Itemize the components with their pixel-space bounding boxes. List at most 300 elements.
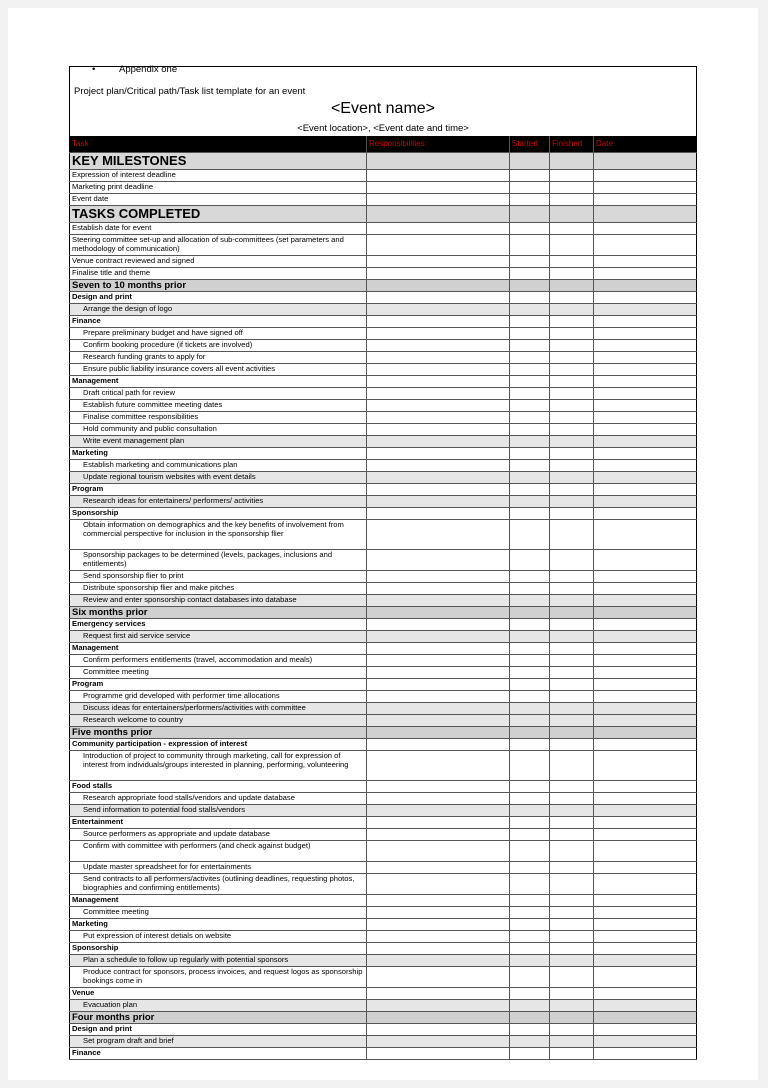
responsibilities-cell[interactable] [367,955,510,967]
responsibilities-cell[interactable] [367,280,510,292]
started-cell[interactable] [510,170,550,182]
finished-cell[interactable] [550,448,594,460]
responsibilities-cell[interactable] [367,448,510,460]
task-table-body [70,153,697,1060]
date-cell[interactable] [594,280,697,292]
finished-cell[interactable] [550,895,594,907]
started-cell[interactable] [510,643,550,655]
finished-cell[interactable] [550,943,594,955]
started-cell[interactable] [510,691,550,703]
responsibilities-cell[interactable] [367,943,510,955]
started-cell[interactable] [510,829,550,841]
responsibilities-cell[interactable] [367,304,510,316]
responsibilities-cell[interactable] [367,194,510,206]
date-cell[interactable] [594,931,697,943]
finished-cell[interactable] [550,841,594,862]
finished-cell[interactable] [550,460,594,472]
responsibilities-cell[interactable] [367,907,510,919]
finished-cell[interactable] [550,268,594,280]
finished-cell[interactable] [550,520,594,550]
finished-cell[interactable] [550,170,594,182]
started-cell[interactable] [510,484,550,496]
table-row [70,412,697,424]
category-row [70,376,697,388]
responsibilities-cell[interactable] [367,655,510,667]
finished-cell[interactable] [550,206,594,223]
started-cell[interactable] [510,460,550,472]
date-cell[interactable] [594,153,697,170]
responsibilities-cell[interactable] [367,1012,510,1024]
responsibilities-cell[interactable] [367,667,510,679]
date-cell[interactable] [594,715,697,727]
responsibilities-cell[interactable] [367,571,510,583]
finished-cell[interactable] [550,400,594,412]
task-cell: Source performers as appropriate and update database [70,829,367,841]
finished-cell[interactable] [550,571,594,583]
started-cell[interactable] [510,874,550,895]
task-cell: Seven to 10 months prior [70,280,367,292]
finished-cell[interactable] [550,412,594,424]
category-row [70,943,697,955]
date-cell[interactable] [594,340,697,352]
table-row [70,496,697,508]
responsibilities-cell[interactable] [367,583,510,595]
responsibilities-cell[interactable] [367,496,510,508]
started-cell[interactable] [510,388,550,400]
started-cell[interactable] [510,412,550,424]
finished-cell[interactable] [550,550,594,571]
finished-cell[interactable] [550,153,594,170]
started-cell[interactable] [510,655,550,667]
date-cell[interactable] [594,655,697,667]
finished-cell[interactable] [550,817,594,829]
date-cell[interactable] [594,268,697,280]
responsibilities-cell[interactable] [367,751,510,781]
responsibilities-cell[interactable] [367,1000,510,1012]
responsibilities-cell[interactable] [367,931,510,943]
responsibilities-cell[interactable] [367,268,510,280]
finished-cell[interactable] [550,988,594,1000]
responsibilities-cell[interactable] [367,153,510,170]
finished-cell[interactable] [550,292,594,304]
started-cell[interactable] [510,841,550,862]
responsibilities-cell[interactable] [367,919,510,931]
date-cell[interactable] [594,412,697,424]
finished-cell[interactable] [550,631,594,643]
date-cell[interactable] [594,223,697,235]
responsibilities-cell[interactable] [367,988,510,1000]
date-cell[interactable] [594,1036,697,1048]
finished-cell[interactable] [550,472,594,484]
date-cell[interactable] [594,194,697,206]
responsibilities-cell[interactable] [367,223,510,235]
finished-cell[interactable] [550,316,594,328]
date-cell[interactable] [594,424,697,436]
date-cell[interactable] [594,643,697,655]
section-row [70,607,697,619]
started-cell[interactable] [510,182,550,194]
started-cell[interactable] [510,667,550,679]
started-cell[interactable] [510,583,550,595]
date-cell[interactable] [594,376,697,388]
appendix-label: Appendix one [119,64,178,75]
date-cell[interactable] [594,460,697,472]
started-cell[interactable] [510,1024,550,1036]
started-cell[interactable] [510,376,550,388]
finished-cell[interactable] [550,691,594,703]
task-cell: Five months prior [70,727,367,739]
date-cell[interactable] [594,448,697,460]
started-cell[interactable] [510,496,550,508]
started-cell[interactable] [510,793,550,805]
table-row [70,550,697,571]
finished-cell[interactable] [550,793,594,805]
responsibilities-cell[interactable] [367,829,510,841]
responsibilities-cell[interactable] [367,679,510,691]
date-cell[interactable] [594,1000,697,1012]
task-cell: Confirm performers entitlements (travel, accommodation and meals) [70,655,367,667]
responsibilities-cell[interactable] [367,619,510,631]
responsibilities-cell[interactable] [367,206,510,223]
finished-cell[interactable] [550,607,594,619]
task-cell: Marketing [70,448,367,460]
responsibilities-cell[interactable] [367,484,510,496]
date-cell[interactable] [594,805,697,817]
finished-cell[interactable] [550,1000,594,1012]
date-cell[interactable] [594,874,697,895]
responsibilities-cell[interactable] [367,1036,510,1048]
finished-cell[interactable] [550,1012,594,1024]
responsibilities-cell[interactable] [367,400,510,412]
started-cell[interactable] [510,751,550,781]
responsibilities-cell[interactable] [367,424,510,436]
started-cell[interactable] [510,448,550,460]
responsibilities-cell[interactable] [367,256,510,268]
finished-cell[interactable] [550,643,594,655]
started-cell[interactable] [510,619,550,631]
started-cell[interactable] [510,607,550,619]
finished-cell[interactable] [550,194,594,206]
finished-cell[interactable] [550,583,594,595]
table-row [70,595,697,607]
finished-cell[interactable] [550,919,594,931]
responsibilities-cell[interactable] [367,316,510,328]
responsibilities-cell[interactable] [367,235,510,256]
responsibilities-cell[interactable] [367,643,510,655]
finished-cell[interactable] [550,352,594,364]
finished-cell[interactable] [550,256,594,268]
responsibilities-cell[interactable] [367,170,510,182]
date-cell[interactable] [594,619,697,631]
date-cell[interactable] [594,691,697,703]
responsibilities-cell[interactable] [367,1024,510,1036]
finished-cell[interactable] [550,1036,594,1048]
started-cell[interactable] [510,895,550,907]
responsibilities-cell[interactable] [367,352,510,364]
finished-cell[interactable] [550,805,594,817]
started-cell[interactable] [510,550,550,571]
finished-cell[interactable] [550,223,594,235]
date-cell[interactable] [594,292,697,304]
date-cell[interactable] [594,508,697,520]
responsibilities-cell[interactable] [367,895,510,907]
task-cell: Produce contract for sponsors, process invoices, and request logos as sponsorship bookings come in [70,967,367,988]
responsibilities-cell[interactable] [367,727,510,739]
date-cell[interactable] [594,328,697,340]
responsibilities-cell[interactable] [367,508,510,520]
responsibilities-cell[interactable] [367,472,510,484]
date-cell[interactable] [594,1012,697,1024]
date-cell[interactable] [594,988,697,1000]
date-cell[interactable] [594,316,697,328]
responsibilities-cell[interactable] [367,412,510,424]
started-cell[interactable] [510,631,550,643]
date-cell[interactable] [594,907,697,919]
finished-cell[interactable] [550,235,594,256]
started-cell[interactable] [510,955,550,967]
started-cell[interactable] [510,739,550,751]
finished-cell[interactable] [550,280,594,292]
finished-cell[interactable] [550,424,594,436]
task-cell: Sponsorship packages to be determined (levels, packages, inclusions and entitlements) [70,550,367,571]
date-cell[interactable] [594,436,697,448]
started-cell[interactable] [510,352,550,364]
date-cell[interactable] [594,583,697,595]
started-cell[interactable] [510,328,550,340]
finished-cell[interactable] [550,907,594,919]
date-cell[interactable] [594,364,697,376]
responsibilities-cell[interactable] [367,520,510,550]
responsibilities-cell[interactable] [367,182,510,194]
finished-cell[interactable] [550,655,594,667]
started-cell[interactable] [510,862,550,874]
started-cell[interactable] [510,400,550,412]
responsibilities-cell[interactable] [367,631,510,643]
finished-cell[interactable] [550,703,594,715]
date-cell[interactable] [594,793,697,805]
finished-cell[interactable] [550,727,594,739]
started-cell[interactable] [510,907,550,919]
finished-cell[interactable] [550,484,594,496]
table-row [70,631,697,643]
started-cell[interactable] [510,1012,550,1024]
started-cell[interactable] [510,919,550,931]
category-row [70,643,697,655]
finished-cell[interactable] [550,496,594,508]
started-cell[interactable] [510,781,550,793]
started-cell[interactable] [510,268,550,280]
responsibilities-cell[interactable] [367,691,510,703]
responsibilities-cell[interactable] [367,328,510,340]
finished-cell[interactable] [550,715,594,727]
date-cell[interactable] [594,943,697,955]
started-cell[interactable] [510,1048,550,1060]
finished-cell[interactable] [550,304,594,316]
started-cell[interactable] [510,520,550,550]
table-row [70,472,697,484]
started-cell[interactable] [510,943,550,955]
started-cell[interactable] [510,727,550,739]
finished-cell[interactable] [550,829,594,841]
date-cell[interactable] [594,1048,697,1060]
started-cell[interactable] [510,805,550,817]
date-cell[interactable] [594,862,697,874]
task-cell: Expression of interest deadline [70,170,367,182]
responsibilities-cell[interactable] [367,817,510,829]
date-cell[interactable] [594,727,697,739]
responsibilities-cell[interactable] [367,340,510,352]
started-cell[interactable] [510,988,550,1000]
responsibilities-cell[interactable] [367,436,510,448]
finished-cell[interactable] [550,781,594,793]
table-row [70,268,697,280]
finished-cell[interactable] [550,595,594,607]
responsibilities-cell[interactable] [367,595,510,607]
date-cell[interactable] [594,751,697,781]
date-cell[interactable] [594,703,697,715]
date-cell[interactable] [594,895,697,907]
started-cell[interactable] [510,256,550,268]
responsibilities-cell[interactable] [367,1048,510,1060]
finished-cell[interactable] [550,328,594,340]
date-cell[interactable] [594,170,697,182]
finished-cell[interactable] [550,388,594,400]
responsibilities-cell[interactable] [367,550,510,571]
responsibilities-cell[interactable] [367,388,510,400]
responsibilities-cell[interactable] [367,805,510,817]
date-cell[interactable] [594,235,697,256]
document-header [69,66,697,137]
table-row [70,235,697,256]
started-cell[interactable] [510,424,550,436]
finished-cell[interactable] [550,751,594,781]
responsibilities-cell[interactable] [367,292,510,304]
finished-cell[interactable] [550,376,594,388]
date-cell[interactable] [594,472,697,484]
started-cell[interactable] [510,194,550,206]
responsibilities-cell[interactable] [367,793,510,805]
date-cell[interactable] [594,400,697,412]
started-cell[interactable] [510,679,550,691]
date-cell[interactable] [594,520,697,550]
date-cell[interactable] [594,679,697,691]
task-cell: Sponsorship [70,943,367,955]
date-cell[interactable] [594,595,697,607]
date-cell[interactable] [594,955,697,967]
finished-cell[interactable] [550,1048,594,1060]
date-cell[interactable] [594,739,697,751]
finished-cell[interactable] [550,931,594,943]
finished-cell[interactable] [550,967,594,988]
started-cell[interactable] [510,153,550,170]
date-cell[interactable] [594,256,697,268]
started-cell[interactable] [510,235,550,256]
table-row [70,328,697,340]
finished-cell[interactable] [550,508,594,520]
started-cell[interactable] [510,931,550,943]
finished-cell[interactable] [550,340,594,352]
finished-cell[interactable] [550,436,594,448]
date-cell[interactable] [594,631,697,643]
finished-cell[interactable] [550,667,594,679]
responsibilities-cell[interactable] [367,781,510,793]
responsibilities-cell[interactable] [367,739,510,751]
responsibilities-cell[interactable] [367,703,510,715]
finished-cell[interactable] [550,862,594,874]
responsibilities-cell[interactable] [367,364,510,376]
started-cell[interactable] [510,703,550,715]
finished-cell[interactable] [550,182,594,194]
date-cell[interactable] [594,607,697,619]
responsibilities-cell[interactable] [367,967,510,988]
started-cell[interactable] [510,292,550,304]
responsibilities-cell[interactable] [367,874,510,895]
responsibilities-cell[interactable] [367,376,510,388]
responsibilities-cell[interactable] [367,460,510,472]
date-cell[interactable] [594,829,697,841]
started-cell[interactable] [510,304,550,316]
finished-cell[interactable] [550,1024,594,1036]
started-cell[interactable] [510,817,550,829]
started-cell[interactable] [510,316,550,328]
responsibilities-cell[interactable] [367,715,510,727]
task-cell: Discuss ideas for entertainers/performers/activities with committee [70,703,367,715]
date-cell[interactable] [594,571,697,583]
category-row [70,508,697,520]
date-cell[interactable] [594,304,697,316]
date-cell[interactable] [594,352,697,364]
started-cell[interactable] [510,1036,550,1048]
date-cell[interactable] [594,841,697,862]
finished-cell[interactable] [550,619,594,631]
started-cell[interactable] [510,967,550,988]
started-cell[interactable] [510,508,550,520]
date-cell[interactable] [594,550,697,571]
started-cell[interactable] [510,1000,550,1012]
started-cell[interactable] [510,364,550,376]
responsibilities-cell[interactable] [367,841,510,862]
started-cell[interactable] [510,595,550,607]
started-cell[interactable] [510,472,550,484]
responsibilities-cell[interactable] [367,607,510,619]
date-cell[interactable] [594,496,697,508]
task-cell: TASKS COMPLETED [70,206,367,223]
responsibilities-cell[interactable] [367,862,510,874]
started-cell[interactable] [510,206,550,223]
date-cell[interactable] [594,781,697,793]
date-cell[interactable] [594,919,697,931]
finished-cell[interactable] [550,679,594,691]
date-cell[interactable] [594,967,697,988]
date-cell[interactable] [594,484,697,496]
finished-cell[interactable] [550,364,594,376]
started-cell[interactable] [510,223,550,235]
started-cell[interactable] [510,571,550,583]
started-cell[interactable] [510,715,550,727]
started-cell[interactable] [510,340,550,352]
date-cell[interactable] [594,817,697,829]
finished-cell[interactable] [550,874,594,895]
started-cell[interactable] [510,280,550,292]
finished-cell[interactable] [550,739,594,751]
date-cell[interactable] [594,388,697,400]
date-cell[interactable] [594,206,697,223]
date-cell[interactable] [594,182,697,194]
started-cell[interactable] [510,436,550,448]
finished-cell[interactable] [550,955,594,967]
date-cell[interactable] [594,667,697,679]
date-cell[interactable] [594,1024,697,1036]
